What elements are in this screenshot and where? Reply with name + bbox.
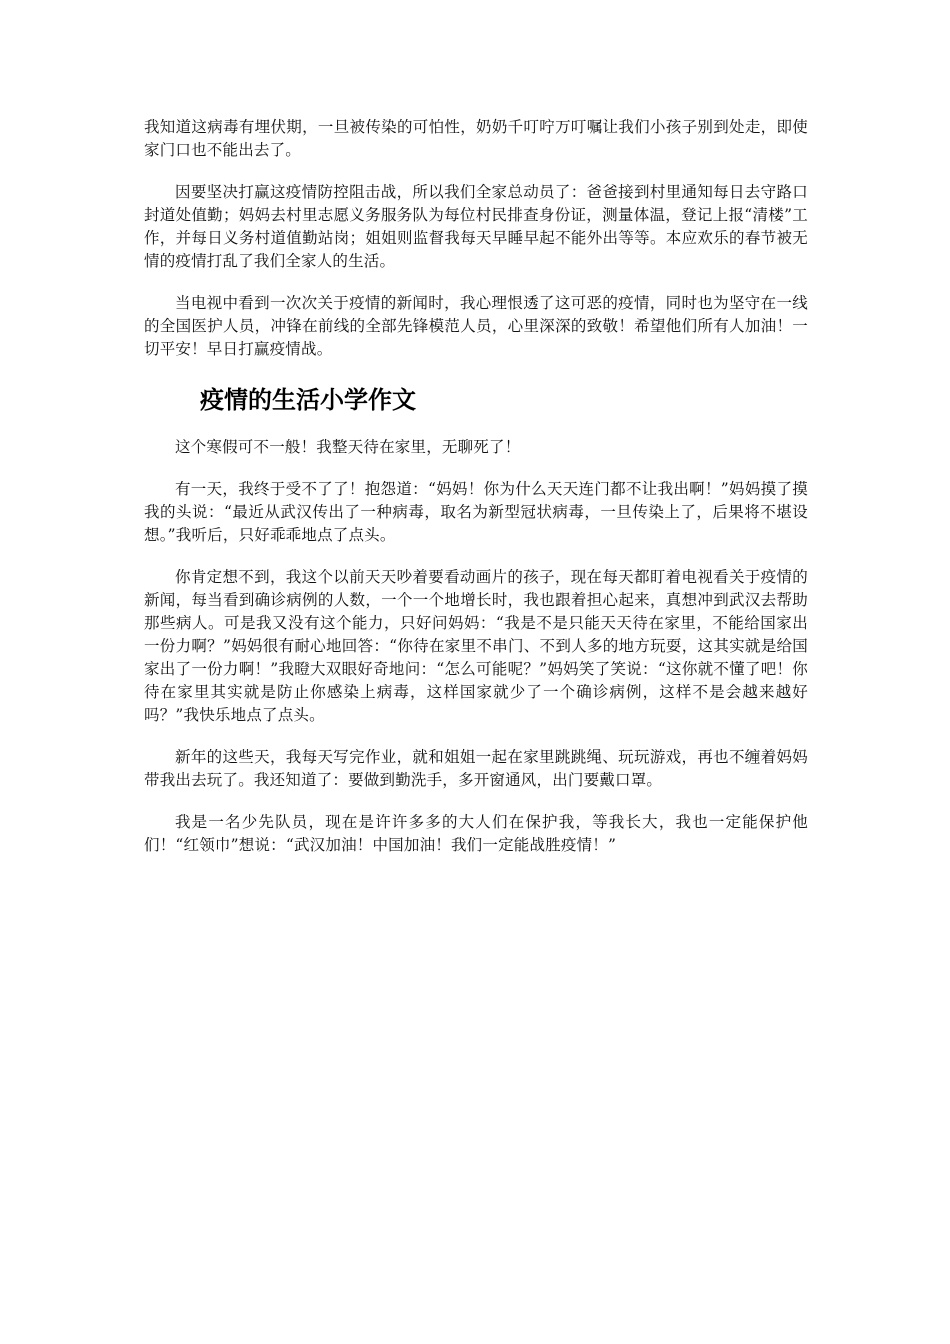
paragraph-continuation: 我知道这病毒有埋伏期，一旦被传染的可怕性，奶奶千叮咛万叮嘱让我们小孩子别到处走，即使家门口也不能出去了。 <box>144 118 808 159</box>
document-page <box>144 116 808 876</box>
paragraph-news-watching: 你肯定想不到，我这个以前天天吵着要看动画片的孩子，现在每天都盯着电视看关于疫情的新闻，每当看到确诊病例的人数，一个一个地增长时，我也跟着担心起来，真想冲到武汉去帮助那些病人。可是我又没有这个能力，只好问妈妈：“我是不是只能天天待在家里，不能给国家出一份力啊？”妈妈很有耐心地回答：“你待在家里不串门、不到人多的地方玩耍，这其实就是给国家出了一份力啊！”我瞪大双眼好奇地问：“怎么可能呢？”妈妈笑了笑说：“这你就不懂了吧！你待在家里其实就是防止你感染上病毒，这样国家就少了一个确诊病例，这样不是会越来越好吗？”我快乐地点了点头。 <box>144 568 808 724</box>
paragraph-tribute: 当电视中看到一次次关于疫情的新闻时，我心理恨透了这可恶的疫情，同时也为坚守在一线的全国医护人员，冲锋在前线的全部先锋模范人员，心里深深的致敬！希望他们所有人加油！一切平安！早日打赢疫情战。 <box>144 294 808 358</box>
paragraph-winter-break: 这个寒假可不一般！我整天待在家里，无聊死了！ <box>175 438 521 456</box>
paragraph-family-mobilization: 因要坚决打赢这疫情防控阻击战，所以我们全家总动员了：爸爸接到村里通知每日去守路口封道处值勤；妈妈去村里志愿义务服务队为每位村民排查身份证，测量体温，登记上报“清楼”工作，并每日义务村道值勤站岗；姐姐则监督我每天早睡早起不能外出等等。本应欢乐的春节被无情的疫情打乱了我们全家人的生活。 <box>144 183 808 270</box>
paragraph-young-pioneer: 我是一名少先队员，现在是许许多多的大人们在保护我，等我长大，我也一定能保护他们！“红领巾”想说：“武汉加油！中国加油！我们一定能战胜疫情！” <box>144 813 808 854</box>
paragraph-complaint: 有一天，我终于受不了了！抱怨道：“妈妈！你为什么天天连门都不让我出啊！”妈妈摸了摸我的头说：“最近从武汉传出了一种病毒，取名为新型冠状病毒，一旦传染上了，后果将不堪设想。”我听后，只好乖乖地点了点头。 <box>144 480 808 544</box>
essay-title: 疫情的生活小学作文 <box>200 386 416 414</box>
paragraph-new-year: 新年的这些天，我每天写完作业，就和姐姐一起在家里跳跳绳、玩玩游戏，再也不缠着妈妈带我出去玩了。我还知道了：要做到勤洗手，多开窗通风，出门要戴口罩。 <box>144 748 808 789</box>
